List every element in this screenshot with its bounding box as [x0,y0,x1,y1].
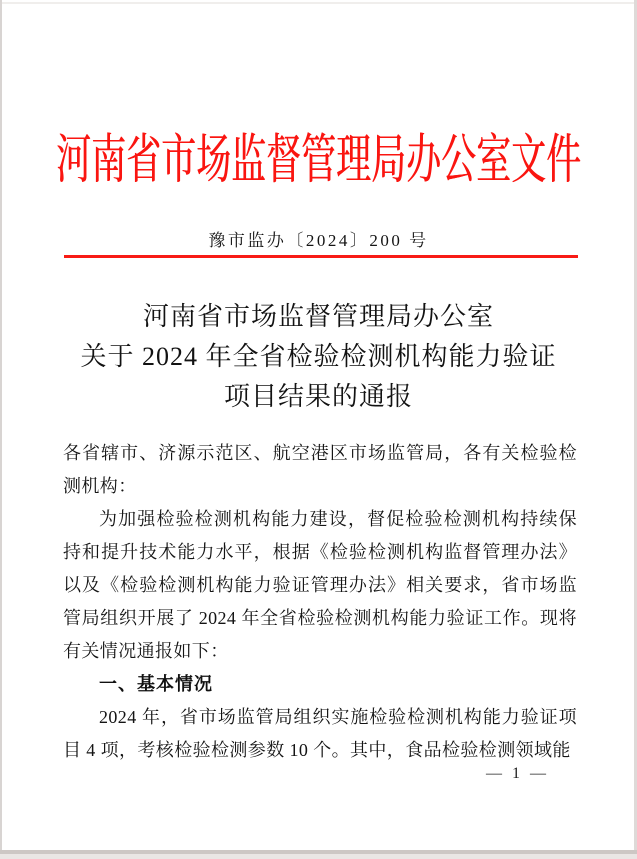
salutation: 各省辖市、济源示范区、航空港区市场监管局，各有关检验检测机构： [63,443,577,496]
body-paragraph-1: 为加强检验检测机构能力建设，督促检验检测机构持续保持和提升技术能力水平，根据《检验检测机构监督管理办法》以及《检验检测机构能力验证管理办法》相关要求，省市场监管局组织开展了 2024 年全省检验检测机构能力验证工作。现将有关情况通报如下： [63,509,577,661]
page-edge-bottom-strip [0,854,637,859]
document-masthead [0,131,637,191]
masthead-title: 河南省市场监督管理局办公室文件 [55,130,581,190]
page-edge-top [2,2,634,4]
document-title-line-3: 项目结果的通报 [223,382,413,411]
red-divider-line [64,255,578,258]
document-body [63,437,577,767]
section-heading-1: 一、基本情况 [99,674,213,694]
document-title-line-2: 关于 2024 年全省检验检测机构能力验证 [80,342,557,371]
document-title [0,297,637,417]
document-title-line-1: 河南省市场监督管理局办公室 [142,302,494,331]
document-number: 豫市监办〔2024〕200 号 [208,231,429,250]
body-paragraph-2: 2024 年，省市场监管局组织实施检验检测机构能力验证项目 4 项，考核检验检测参数 10 个。其中，食品检验检测领域能 [63,707,577,760]
page-number: — 1 — [486,765,549,782]
page-edge-left [0,0,2,859]
